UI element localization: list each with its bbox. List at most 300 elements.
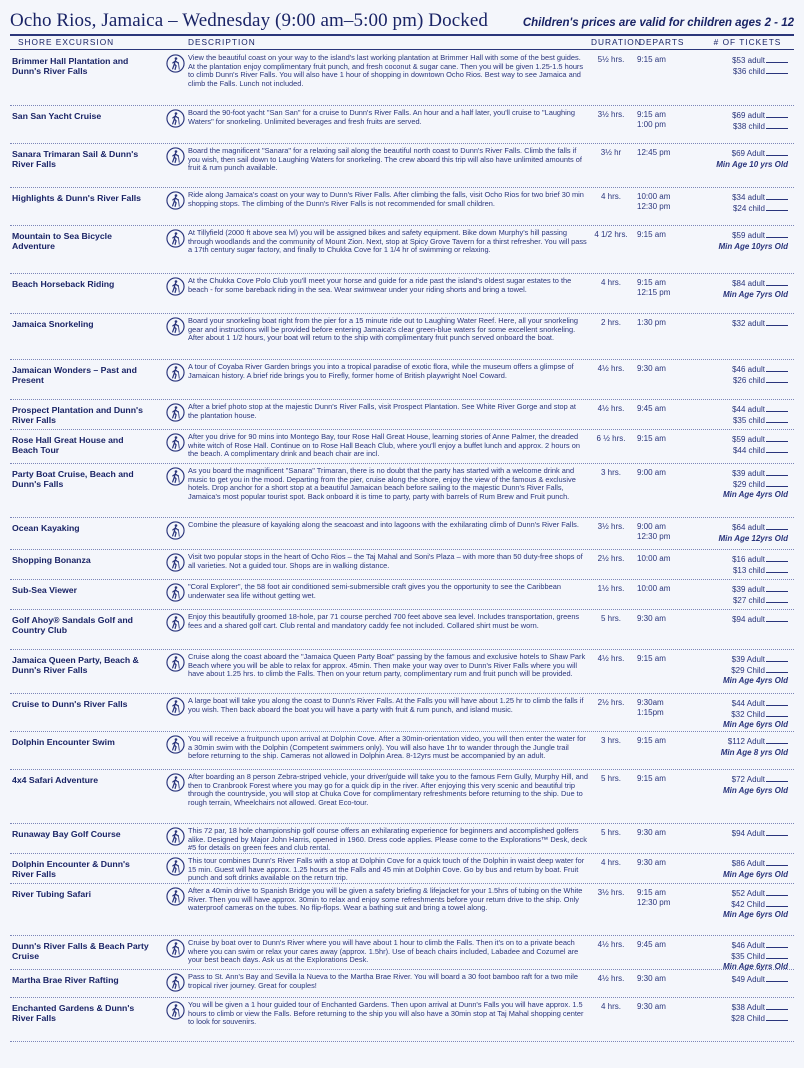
excursion-row (10, 732, 794, 770)
departure-time: 9:15 am (637, 55, 666, 64)
departure-time: 1:00 pm (637, 119, 666, 129)
ticket-price: $59 adult (701, 230, 788, 241)
tickets (701, 770, 794, 823)
spacer (150, 732, 164, 769)
excursion-row (10, 400, 794, 430)
col-header-tickets: # OF TICKETS (713, 37, 782, 47)
excursion-name: Cruise to Dunn's River Falls (12, 699, 128, 709)
ticket-quantity-blank[interactable] (766, 479, 788, 487)
tickets (701, 518, 794, 549)
excursion-description: View the beautiful coast on your way to the island's last working plantation at Brimmer Hall with some of the best guides. At the plantation enjoy complimentary fruit punch, and fresh coconut & sugar cane. Then you will be given 1.25-1.5 hours to climb Dunn's River Falls. You will also have 1 hour of shopping in downtown Ocho Rios. Best way to see Jamaica and climb the Falls. Lunch not included. (188, 53, 584, 88)
excursion-name: Highlights & Dunn's River Falls (12, 193, 142, 203)
ticket-price: $24 child (701, 203, 788, 214)
excursion-description: At the Chukka Cove Polo Club you'll meet your horse and guide for a ride past the island's oldest sugar estates to the beach - for some bareback riding in the sea. Wear swimwear under your riding shorts and bring a towel. (188, 276, 572, 294)
ticket-quantity-blank[interactable] (766, 595, 788, 603)
ticket-price: $34 adult (701, 192, 788, 203)
duration: 4½ hrs. (597, 974, 625, 983)
ticket-price: $52 Adult (701, 888, 788, 899)
ticket-price: $27 child (701, 595, 788, 606)
excursion-row (10, 314, 794, 360)
excursion-description: As you board the magnificent "Sanara" Trimaran, there is no doubt that the party has started with a welcome drink and music to get you in the mood. Departing from the pier, cruise along the shore, enjoy the view of the famous & exclusive hotels. Drop anchor for a short stop at a beautiful Jamaican beach before sailing to the majestic Dunn's River Falls, Jamaica's most popular tourist spot. Back onboard it is time to party, party with barrels of Rum Brew and Fruit punch. (188, 466, 576, 501)
duration: 5 hrs. (600, 828, 621, 837)
min-age: Min Age 6yrs Old (722, 785, 788, 795)
hiker-icon (164, 770, 186, 823)
tickets (701, 360, 794, 399)
duration: 3½ hrs. (597, 110, 625, 119)
duration: 3½ hrs. (597, 888, 625, 897)
departure-time: 12:30 pm (637, 531, 671, 541)
hiker-icon (164, 936, 186, 972)
page-title: Ocho Rios, Jamaica – Wednesday (9:00 am–5:00 pm) Docked (10, 10, 488, 31)
spacer (150, 550, 164, 579)
spacer (150, 274, 164, 313)
departure-time: 12:30 pm (637, 897, 671, 907)
spacer (150, 51, 164, 105)
duration: 4 hrs. (600, 192, 621, 201)
excursion-description: Cruise along the coast aboard the "Jamaica Queen Party Boat" passing by the famous and exclusive hotels to Shaw Park Beach where you will be able to relax for approx. 45min. Then make your way over to Dunn's River Falls where you will have about 1.25 hrs. to climb the Falls. Then on your return party, complimentary rum and fruit punch will be provided. (188, 652, 586, 679)
ticket-price: $42 Child (701, 899, 788, 910)
duration: 4 hrs. (600, 278, 621, 287)
col-header-duration: DURATION (591, 37, 642, 47)
min-age: Min Age 10yrs Old (718, 241, 788, 251)
hiker-icon (164, 400, 186, 429)
excursion-name: Martha Brae River Rafting (12, 975, 119, 985)
ticket-price: $86 Adult (701, 858, 788, 869)
duration: 4 hrs. (600, 858, 621, 867)
ticket-quantity-blank[interactable] (766, 375, 788, 383)
duration: 4½ hrs. (597, 654, 625, 663)
ticket-quantity-blank[interactable] (766, 230, 788, 238)
duration: 5 hrs. (600, 614, 621, 623)
departs (631, 51, 701, 105)
tickets (701, 51, 794, 105)
ticket-quantity-blank[interactable] (766, 940, 788, 948)
ticket-price: $35 child (701, 415, 788, 426)
tickets (701, 314, 794, 359)
excursion-description: You will receive a fruitpunch upon arrival at Dolphin Cove. After a 30min-orientation video, you will then enter the water for a 30min swim with the Dolphin (Competent swimmers only). You will also have 1hr to wander through the Jungle trail before returning to the ship. Cameras not allowed in Dolphin Area. 8-12yrs must be accompanied by an adult. (188, 734, 586, 761)
ticket-quantity-blank[interactable] (766, 554, 788, 562)
departure-time: 9:15 am (637, 278, 666, 287)
excursion-name: San San Yacht Cruise (12, 111, 102, 121)
ticket-quantity-blank[interactable] (766, 614, 788, 622)
min-age: Min Age 12yrs Old (718, 533, 788, 543)
hiker-icon (164, 274, 186, 313)
excursion-name: Dolphin Encounter Swim (12, 737, 115, 747)
excursion-row (10, 580, 794, 610)
ticket-quantity-blank[interactable] (766, 828, 788, 836)
ticket-quantity-blank[interactable] (766, 698, 788, 706)
departure-time: 12:15 pm (637, 287, 671, 297)
hiker-icon (164, 610, 186, 649)
excursion-name: River Tubing Safari (12, 889, 92, 899)
hiker-icon (164, 998, 186, 1041)
excursion-row (10, 854, 794, 884)
excursion-description: After a brief photo stop at the majestic Dunn's River Falls, visit Prospect Plantation. See White River Gorge and stop at the plantation house. (188, 402, 576, 420)
duration: 4½ hrs. (597, 940, 625, 949)
departs (631, 936, 701, 972)
ticket-quantity-blank[interactable] (766, 774, 788, 782)
hiker-icon (164, 970, 186, 997)
ticket-price: $39 adult (701, 468, 788, 479)
hiker-icon (164, 430, 186, 463)
departs (631, 650, 701, 693)
ticket-quantity-blank[interactable] (766, 121, 788, 129)
ticket-quantity-blank[interactable] (766, 278, 788, 286)
spacer (150, 314, 164, 359)
ticket-quantity-blank[interactable] (766, 522, 788, 530)
ticket-price: $39 Adult (701, 654, 788, 665)
excursion-name: Brimmer Hall Plantation and Dunn's River Falls (12, 56, 129, 76)
departs (631, 518, 701, 549)
ticket-quantity-blank[interactable] (766, 364, 788, 372)
excursion-row (10, 274, 794, 314)
min-age: Min Age 6yrs Old (722, 962, 788, 972)
ticket-quantity-blank[interactable] (766, 404, 788, 412)
excursion-description: Visit two popular stops in the heart of Ocho Rios – the Taj Mahal and Soni's Plaza – with more than 50 duty-free shops of all varieties. Not a guided tour. Shops are in walking distance. (188, 552, 583, 570)
hiker-icon (164, 650, 186, 693)
tickets (701, 106, 794, 143)
excursion-row (10, 550, 794, 580)
ticket-quantity-blank[interactable] (766, 951, 788, 959)
tickets (701, 144, 794, 187)
departure-time: 9:30 am (637, 974, 666, 983)
ticket-price: $44 child (701, 445, 788, 456)
departure-time: 10:00 am (637, 554, 671, 563)
tickets (701, 430, 794, 463)
tickets (701, 610, 794, 649)
duration: 3½ hr (600, 148, 622, 157)
departure-time: 1:30 pm (637, 318, 666, 327)
departs (631, 360, 701, 399)
spacer (150, 360, 164, 399)
excursion-name: Prospect Plantation and Dunn's River Falls (12, 405, 143, 425)
hiker-icon (164, 464, 186, 517)
min-age: Min Age 6yrs Old (722, 720, 788, 730)
excursion-name: Shopping Bonanza (12, 555, 91, 565)
tickets (701, 188, 794, 225)
excursion-description: At Tillyfield (2000 ft above sea lvl) you will be assigned bikes and safety equipment. Bike down Murphy's hill passing through woodlands and the community of Mount Zion. Next, stop at Spicy Grove Tavern for a thirst refresher. You will pass a 17th century sugar factory, and finally to Chukka Cove for 1 1/4 hr of swimming or relaxing. (188, 228, 587, 255)
ticket-price: $46 Adult (701, 940, 788, 951)
departs (631, 550, 701, 579)
spacer (150, 824, 164, 853)
ticket-quantity-blank[interactable] (766, 888, 788, 896)
spacer (150, 854, 164, 883)
departure-time: 9:30am (637, 698, 664, 707)
ticket-price: $94 Adult (701, 828, 788, 839)
excursion-row (10, 824, 794, 854)
ticket-quantity-blank[interactable] (766, 654, 788, 662)
excursion-row (10, 464, 794, 518)
tickets (701, 650, 794, 693)
departs (631, 884, 701, 935)
spacer (150, 998, 164, 1041)
departs (631, 464, 701, 517)
min-age: Min Age 8 yrs Old (720, 747, 788, 757)
spacer (150, 770, 164, 823)
spacer (150, 884, 164, 935)
hiker-icon (164, 550, 186, 579)
departure-time: 9:00 am (637, 522, 666, 531)
excursion-row (10, 770, 794, 824)
excursion-name: Dolphin Encounter & Dunn's River Falls (12, 859, 130, 879)
tickets (701, 970, 794, 997)
departure-time: 9:30 am (637, 614, 666, 623)
ticket-quantity-blank[interactable] (766, 110, 788, 118)
ticket-quantity-blank[interactable] (766, 203, 788, 211)
departure-time: 9:15 am (637, 774, 666, 783)
min-age: Min Age 4yrs Old (722, 676, 788, 686)
ticket-price: $46 adult (701, 364, 788, 375)
spacer (150, 400, 164, 429)
departure-time: 12:45 pm (637, 148, 671, 157)
ticket-price: $64 adult (701, 522, 788, 533)
column-headers (10, 34, 794, 50)
departure-time: 9:30 am (637, 828, 666, 837)
spacer (150, 464, 164, 517)
departure-time: 9:30 am (637, 1002, 666, 1011)
excursion-row (10, 650, 794, 694)
excursion-description: After boarding an 8 person Zebra-striped vehicle, your driver/guide will take you to the famous Fern Gully, Murphy Hill, and then to Cranbrook Forest where you may go for a quick dip in the river. After enjoying this very scenic and beautiful trip through the countryside, you will stop at Chuka Cove for complimentary refreshments before returning to the ship. Due to rough terrain, Wheelchairs not allowed. Great Eco-tour. (188, 772, 588, 807)
col-header-description: DESCRIPTION (188, 37, 256, 47)
ticket-quantity-blank[interactable] (766, 434, 788, 442)
departs (631, 970, 701, 997)
ticket-price: $35 Child (701, 951, 788, 962)
ticket-quantity-blank[interactable] (766, 468, 788, 476)
ticket-quantity-blank[interactable] (766, 565, 788, 573)
ticket-quantity-blank[interactable] (766, 858, 788, 866)
ticket-quantity-blank[interactable] (766, 55, 788, 63)
departure-time: 9:15 am (637, 434, 666, 443)
excursion-name: Sub-Sea Viewer (12, 585, 78, 595)
hiker-icon (164, 580, 186, 609)
departs (631, 580, 701, 609)
hiker-icon (164, 518, 186, 549)
excursion-description: A tour of Coyaba River Garden brings you into a tropical paradise of exotic flora, while the museum offers a glimpse of Jamaican history. A brief ride brings you to Firefly, former home of British playwright Noel Coward. (188, 362, 574, 380)
children-price-note: Children's prices are valid for children ages 2 - 12 (522, 17, 794, 29)
excursion-row (10, 430, 794, 464)
departs (631, 274, 701, 313)
ticket-quantity-blank[interactable] (766, 415, 788, 423)
hiker-icon (164, 51, 186, 105)
excursion-description: Board the 90-foot yacht "San San" for a cruise to Dunn's River Falls. An hour and a half later, you'll cruise to "Laughing Waters" for snorkeling. Unlimited beverages and fresh fruits are served. (188, 108, 576, 126)
excursion-name: Mountain to Sea Bicycle Adventure (12, 231, 112, 251)
excursion-row (10, 998, 794, 1042)
excursion-name: Jamaica Queen Party, Beach & Dunn's River Falls (12, 655, 139, 675)
excursion-row (10, 188, 794, 226)
duration: 5 hrs. (600, 774, 621, 783)
departure-time: 10:00 am (637, 584, 671, 593)
hiker-icon (164, 884, 186, 935)
tickets (701, 580, 794, 609)
spacer (150, 580, 164, 609)
duration: 3½ hrs. (597, 522, 625, 531)
ticket-price: $29 child (701, 479, 788, 490)
excursion-name: Dunn's River Falls & Beach Party Cruise (12, 941, 149, 961)
ticket-price: $44 adult (701, 404, 788, 415)
spacer (150, 650, 164, 693)
departs (631, 430, 701, 463)
departure-time: 9:15 am (637, 888, 666, 897)
ticket-price: $72 Adult (701, 774, 788, 785)
excursion-name: Jamaica Snorkeling (12, 319, 94, 329)
departure-time: 12:30 pm (637, 201, 671, 211)
excursion-name: Jamaican Wonders – Past and Present (12, 365, 137, 385)
ticket-price: $28 Child (701, 1013, 788, 1024)
departs (631, 732, 701, 769)
excursion-description: Enjoy this beautifully groomed 18-hole, par 71 course perched 700 feet above sea level. Includes transportation, greens fees and a shared golf cart. Club rental and mandatory caddy fee not included. Collared shirt must be worn. (188, 612, 580, 630)
hiker-icon (164, 314, 186, 359)
departs (631, 770, 701, 823)
spacer (150, 518, 164, 549)
excursion-name: Sanara Trimaran Sail & Dunn's River Falls (12, 149, 139, 169)
duration: 1½ hrs. (597, 584, 625, 593)
excursion-description: After you drive for 90 mins into Montego Bay, tour Rose Hall Great House, learning stories of Anne Palmer, the dreaded white witch of Rose Hall. Continue on to Rose Hall Beach Club, where you'll enjoy a buffet lunch and approx. 2 hours on the beach. A complimentary drink and beach chair are incl. (188, 432, 580, 459)
excursion-name: Ocean Kayaking (12, 523, 80, 533)
tickets (701, 694, 794, 731)
ticket-price: $32 adult (701, 318, 788, 329)
ticket-quantity-blank[interactable] (766, 584, 788, 592)
departure-time: 9:15 am (637, 654, 666, 663)
spacer (150, 144, 164, 187)
ticket-price: $38 Adult (701, 1002, 788, 1013)
ticket-price: $69 adult (701, 110, 788, 121)
excursion-name: Rose Hall Great House and Beach Tour (12, 435, 124, 455)
tickets (701, 464, 794, 517)
ticket-quantity-blank[interactable] (766, 1013, 788, 1021)
min-age: Min Age 10 yrs Old (716, 159, 788, 169)
excursion-row (10, 610, 794, 650)
duration: 3 hrs. (600, 468, 621, 477)
excursion-name: Runaway Bay Golf Course (12, 829, 121, 839)
ticket-price: $53 adult (701, 55, 788, 66)
tickets (701, 854, 794, 883)
excursion-list (10, 51, 794, 1042)
excursion-name: Enchanted Gardens & Dunn's River Falls (12, 1003, 135, 1023)
departure-time: 9:30 am (637, 364, 666, 373)
ticket-price: $16 adult (701, 554, 788, 565)
ticket-price: $36 child (701, 66, 788, 77)
ticket-quantity-blank[interactable] (766, 192, 788, 200)
excursion-description: Cruise by boat over to Dunn's River where you will have about 1 hour to climb the Falls. Then it's on to a private beach where you can swim or relax your cares away (approx. 1.5hr). Use of beach chairs included, Labadee and Cozumel are your best beach days. Ask us at the Explorations Desk. (188, 938, 579, 965)
tickets (701, 226, 794, 273)
excursion-row (10, 226, 794, 274)
excursion-description: This tour combines Dunn's River Falls with a stop at Dolphin Cove for a quick touch of the Dolphin in waist deep water for 15 min. Guest will have approx. 1.25 hours at the Falls and 45 min at Dolphin Cove. Go by bus and return by boat. Fruit punch and soft drinks available on the return trip. (188, 856, 585, 883)
departure-time: 9:15 am (637, 110, 666, 119)
duration: 4½ hrs. (597, 404, 625, 413)
ticket-price: $69 Adult (701, 148, 788, 159)
departure-time: 9:15 am (637, 736, 666, 745)
ticket-quantity-blank[interactable] (766, 1002, 788, 1010)
tickets (701, 884, 794, 935)
departs (631, 226, 701, 273)
ticket-quantity-blank[interactable] (766, 148, 788, 156)
duration: 4 1/2 hrs. (594, 230, 628, 239)
excursion-row (10, 970, 794, 998)
departure-time: 10:00 am (637, 192, 671, 201)
excursion-row (10, 694, 794, 732)
excursion-description: A large boat will take you along the coast to Dunn's River Falls. At the Falls you will have about 1.25 hr to climb the falls if you wish. Then back aboard the boat you will have a party with fruit & rum punch, and island music. (188, 696, 584, 714)
duration: 2½ hrs. (597, 554, 625, 563)
excursion-description: Combine the pleasure of kayaking along the seacoast and into lagoons with the exhilarating climb of Dunn's River Falls. (188, 520, 579, 529)
excursion-description: After a 40min drive to Spanish Bridge you will be given a safety briefing & lifejacket for your 1.5hrs of tubing on the White River. Then you will have approx. 30min to relax and enjoy some refreshments before your return drive to the ship. Only waterproof cameras on the tubes. No flip-flops. Wear a bathing suit and bring a towel along. (188, 886, 583, 913)
duration: 2½ hrs. (597, 698, 625, 707)
ticket-price: $32 Child (701, 709, 788, 720)
duration: 5½ hrs. (597, 55, 625, 64)
excursion-row (10, 144, 794, 188)
ticket-price: $94 adult (701, 614, 788, 625)
spacer (150, 610, 164, 649)
ticket-quantity-blank[interactable] (766, 665, 788, 673)
ticket-quantity-blank[interactable] (766, 899, 788, 907)
ticket-quantity-blank[interactable] (766, 736, 788, 744)
departure-time: 1:15pm (637, 707, 664, 717)
hiker-icon (164, 824, 186, 853)
departs (631, 106, 701, 143)
spacer (150, 106, 164, 143)
top-bar (10, 4, 794, 32)
ticket-price: $59 adult (701, 434, 788, 445)
ticket-price: $13 child (701, 565, 788, 576)
hiker-icon (164, 226, 186, 273)
ticket-price: $38 child (701, 121, 788, 132)
ticket-price: $112 Adult (701, 736, 788, 747)
departure-time: 9:15 am (637, 230, 666, 239)
excursion-name: Beach Horseback Riding (12, 279, 115, 289)
ticket-quantity-blank[interactable] (766, 974, 788, 982)
ticket-quantity-blank[interactable] (766, 66, 788, 74)
ticket-quantity-blank[interactable] (766, 709, 788, 717)
departure-time: 9:45 am (637, 404, 666, 413)
hiker-icon (164, 360, 186, 399)
excursion-name: 4x4 Safari Adventure (12, 775, 99, 785)
excursion-description: Ride along Jamaica's coast on your way to Dunn's River Falls. After climbing the falls, visit Ocho Rios for two brief 30 min shopping stops. The climbing of the Dunn's River Falls is not recommended for small children. (188, 190, 584, 208)
excursion-row (10, 936, 794, 970)
ticket-price: $84 adult (701, 278, 788, 289)
excursion-description: You will be given a 1 hour guided tour of Enchanted Gardens. Then upon arrival at Dunn's Falls you will have approx. 1.5 hours to climb or view the Falls. Before returning to the ship you will also have a 30min stop at Taj Mahal shopping center to look for souvenirs. (188, 1000, 584, 1027)
departs (631, 144, 701, 187)
tickets (701, 550, 794, 579)
tickets (701, 274, 794, 313)
departs (631, 314, 701, 359)
spacer (150, 936, 164, 972)
tickets (701, 732, 794, 769)
excursion-row (10, 106, 794, 144)
departs (631, 188, 701, 225)
spacer (150, 694, 164, 731)
spacer (150, 430, 164, 463)
duration: 2 hrs. (600, 318, 621, 327)
excursion-row (10, 518, 794, 550)
excursion-description: Pass to St. Ann's Bay and Sevilla la Nueva to the Martha Brae River. You will board a 30 foot bamboo raft for a two mile tropical river journey. Great for couples! (188, 972, 579, 990)
min-age: Min Age 6yrs Old (722, 910, 788, 920)
ticket-quantity-blank[interactable] (766, 318, 788, 326)
departs (631, 854, 701, 883)
departs (631, 824, 701, 853)
hiker-icon (164, 144, 186, 187)
hiker-icon (164, 694, 186, 731)
tickets (701, 936, 794, 972)
hiker-icon (164, 188, 186, 225)
departure-time: 9:30 am (637, 858, 666, 867)
ticket-price: $29 Child (701, 665, 788, 676)
departs (631, 610, 701, 649)
ticket-price: $49 Adult (701, 974, 788, 985)
departs (631, 400, 701, 429)
ticket-quantity-blank[interactable] (766, 445, 788, 453)
spacer (150, 188, 164, 225)
excursion-row (10, 360, 794, 400)
departs (631, 694, 701, 731)
